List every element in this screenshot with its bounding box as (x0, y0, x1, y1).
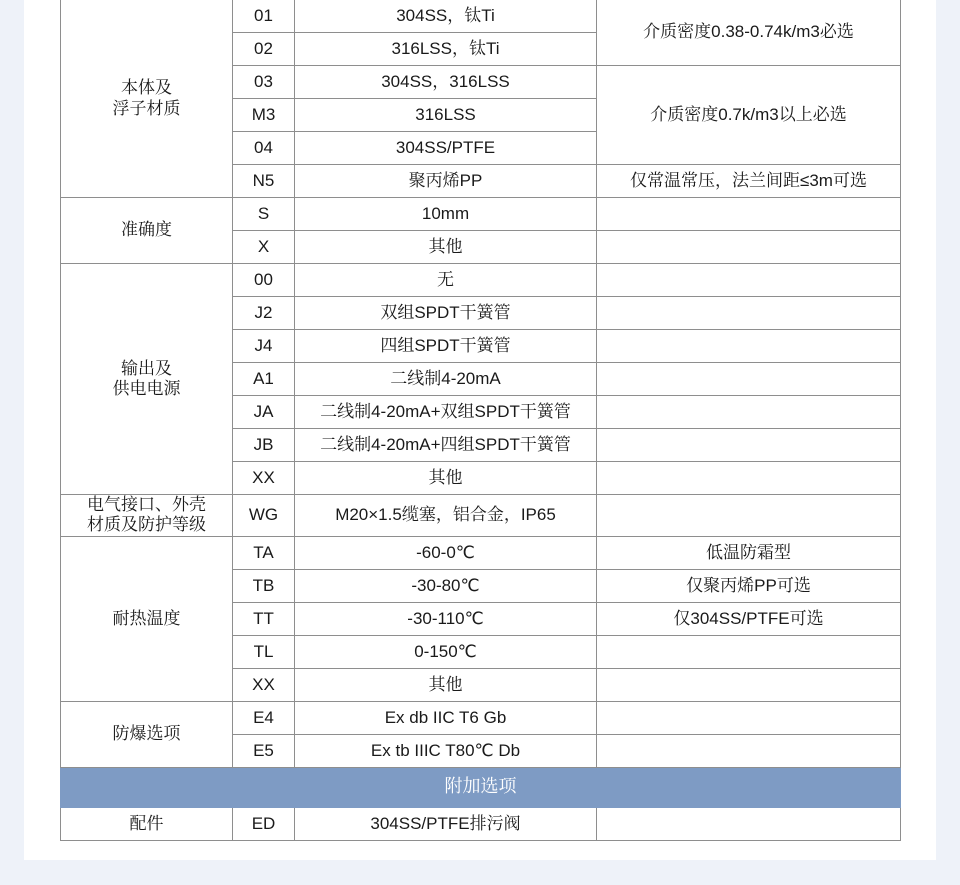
spec-note (597, 363, 901, 396)
spec-description: 二线制4-20mA+双组SPDT干簧管 (295, 396, 597, 429)
spec-description: 316LSS (295, 99, 597, 132)
spec-description: 二线制4-20mA (295, 363, 597, 396)
spec-description: 304SS/PTFE排污阀 (295, 807, 597, 840)
spec-note: 低温防霜型 (597, 536, 901, 569)
table-row (61, 807, 901, 840)
spec-code: N5 (233, 165, 295, 198)
spec-description: -30-80℃ (295, 569, 597, 602)
spec-code: M3 (233, 99, 295, 132)
spec-note (597, 462, 901, 495)
table-row (61, 495, 901, 537)
spec-code: J4 (233, 330, 295, 363)
spec-code: J2 (233, 297, 295, 330)
spec-description: 其他 (295, 231, 597, 264)
document-sheet (24, 0, 936, 860)
table-row (61, 0, 901, 33)
spec-code: XX (233, 668, 295, 701)
spec-note (597, 198, 901, 231)
spec-description: 304SS，316LSS (295, 66, 597, 99)
spec-note (597, 668, 901, 701)
spec-note: 仅聚丙烯PP可选 (597, 569, 901, 602)
spec-note: 仅304SS/PTFE可选 (597, 602, 901, 635)
spec-note (597, 807, 901, 840)
spec-code: XX (233, 462, 295, 495)
spec-code: TL (233, 635, 295, 668)
spec-description: 聚丙烯PP (295, 165, 597, 198)
spec-group-name: 电气接口、外壳 材质及防护等级 (61, 495, 233, 537)
spec-code: E5 (233, 734, 295, 767)
spec-note (597, 495, 901, 537)
spec-code: JA (233, 396, 295, 429)
spec-description: 10mm (295, 198, 597, 231)
spec-group-name: 防爆选项 (61, 701, 233, 767)
specification-table (60, 0, 901, 841)
spec-note (597, 635, 901, 668)
spec-code: ED (233, 807, 295, 840)
table-row (61, 701, 901, 734)
spec-group-name: 耐热温度 (61, 536, 233, 701)
spec-code: E4 (233, 701, 295, 734)
spec-note (597, 701, 901, 734)
spec-note (597, 429, 901, 462)
spec-group-name: 准确度 (61, 198, 233, 264)
spec-code: X (233, 231, 295, 264)
spec-description: 二线制4-20mA+四组SPDT干簧管 (295, 429, 597, 462)
spec-code: A1 (233, 363, 295, 396)
spec-description: 四组SPDT干簧管 (295, 330, 597, 363)
spec-code: TT (233, 602, 295, 635)
spec-description: 304SS/PTFE (295, 132, 597, 165)
spec-note (597, 264, 901, 297)
spec-description: -30-110℃ (295, 602, 597, 635)
spec-note: 仅常温常压，法兰间距≤3m可选 (597, 165, 901, 198)
table-row (61, 198, 901, 231)
spec-description: 其他 (295, 462, 597, 495)
spec-note (597, 297, 901, 330)
spec-code: S (233, 198, 295, 231)
spec-description: 0-150℃ (295, 635, 597, 668)
spec-note: 介质密度0.38-0.74k/m3必选 (597, 0, 901, 66)
spec-code: 01 (233, 0, 295, 33)
spec-note: 介质密度0.7k/m3以上必选 (597, 66, 901, 165)
spec-code: WG (233, 495, 295, 537)
spec-note (597, 330, 901, 363)
spec-code: 04 (233, 132, 295, 165)
spec-description: 其他 (295, 668, 597, 701)
spec-group-name: 配件 (61, 807, 233, 840)
spec-group-name: 输出及 供电电源 (61, 264, 233, 495)
spec-description: Ex tb IIIC T80℃ Db (295, 734, 597, 767)
table-row (61, 264, 901, 297)
spec-group-name: 本体及 浮子材质 (61, 0, 233, 198)
spec-note (597, 396, 901, 429)
spec-description: 316LSS，钛Ti (295, 33, 597, 66)
spec-description: 无 (295, 264, 597, 297)
spec-description: -60-0℃ (295, 536, 597, 569)
table-row (61, 536, 901, 569)
spec-code: 03 (233, 66, 295, 99)
spec-code: TA (233, 536, 295, 569)
spec-description: 双组SPDT干簧管 (295, 297, 597, 330)
spec-note (597, 734, 901, 767)
section-header-label: 附加选项 (61, 767, 901, 807)
spec-note (597, 231, 901, 264)
spec-description: 304SS，钛Ti (295, 0, 597, 33)
spec-code: 02 (233, 33, 295, 66)
spec-description: Ex db IIC T6 Gb (295, 701, 597, 734)
spec-code: JB (233, 429, 295, 462)
spec-description: M20×1.5缆塞，铝合金，IP65 (295, 495, 597, 537)
spec-code: TB (233, 569, 295, 602)
spec-code: 00 (233, 264, 295, 297)
section-header-row (61, 767, 901, 807)
